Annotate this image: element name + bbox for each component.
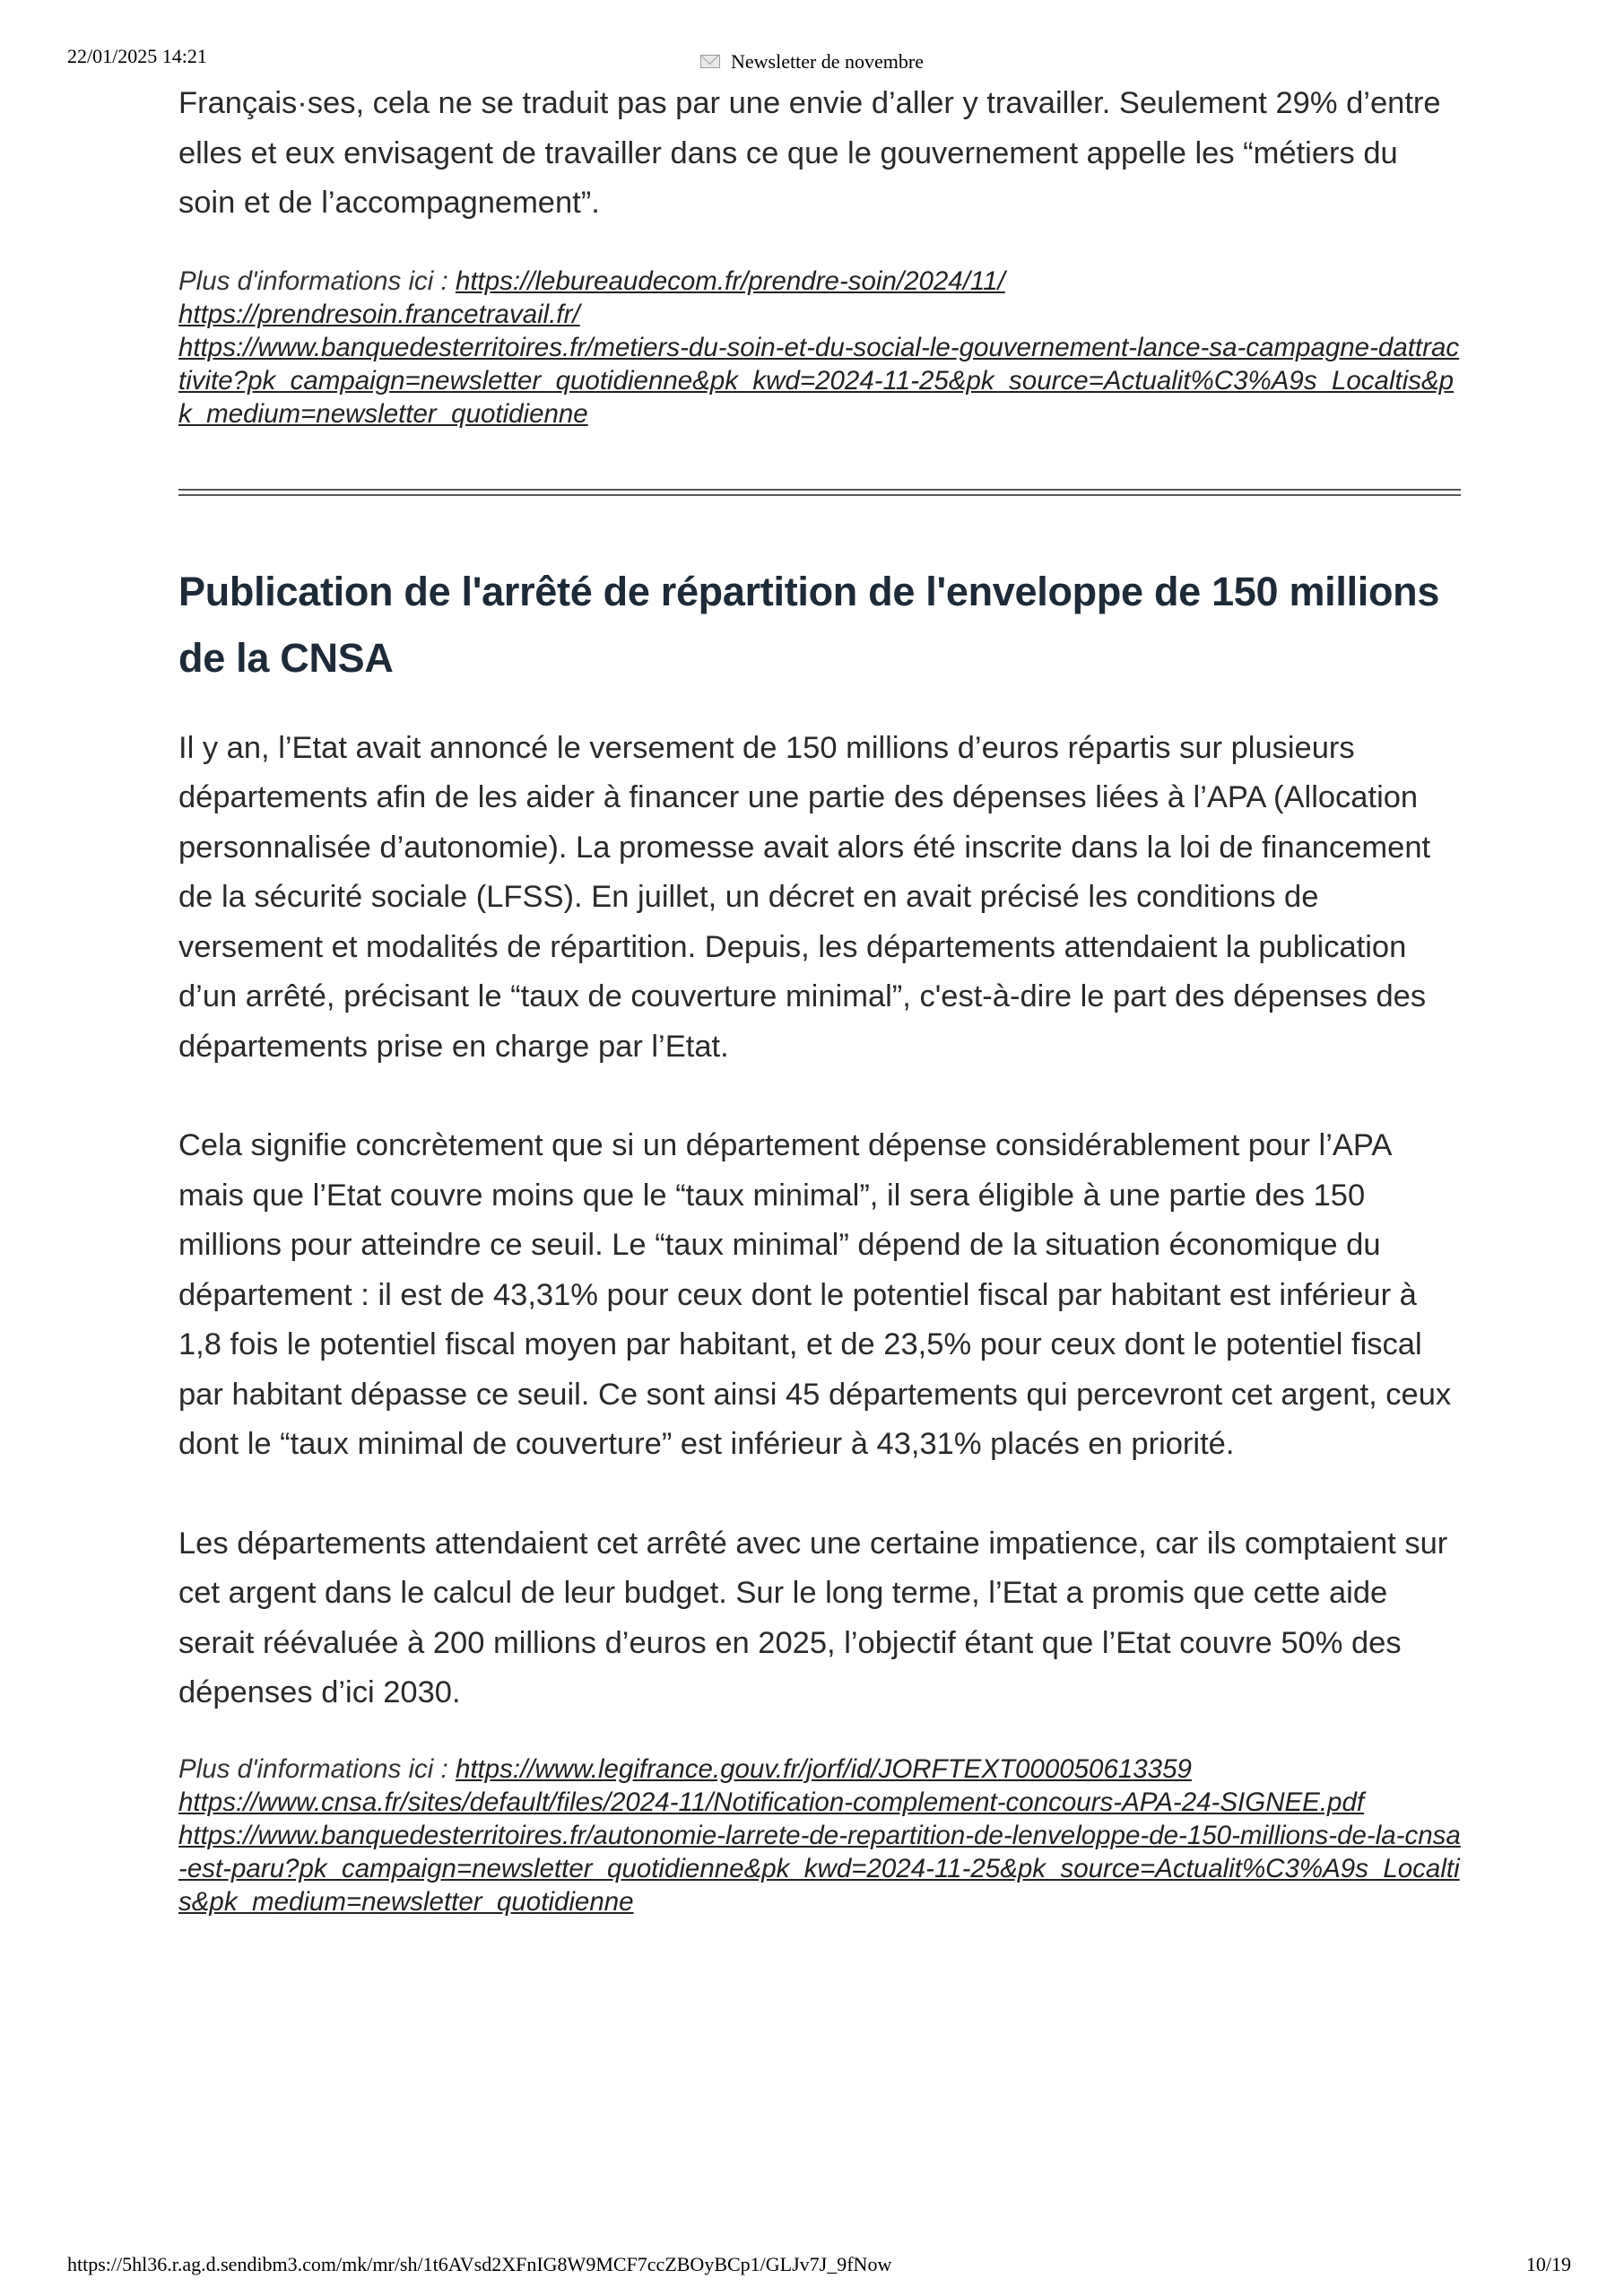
print-title: [0, 50, 1624, 74]
print-date: 22/01/2025 14:21: [67, 45, 207, 67]
previous-article-more-info: [178, 265, 1461, 430]
page-number: 10/19: [1525, 2253, 1571, 2275]
more-info-link[interactable]: https://www.banquedesterritoires.fr/autonomie-larrete-de-repartition-de-lenveloppe-de-150-millions-de-la-cnsa-est-paru?pk_campaign=newsletter_quotidienne&pk_kwd=2024-11-25&pk_source=Actualit%C3%A9s_Localtis&pk_medium=newsletter_quotidienne: [178, 1820, 1461, 1917]
more-info-label: Plus d'informations ici :: [178, 1753, 456, 1784]
more-info-link[interactable]: https://www.banquedesterritoires.fr/metiers-du-soin-et-du-social-le-gouvernement-lance-sa-campagne-dattractivite?pk_campaign=newsletter_quotidienne&pk_kwd=2024-11-25&pk_source=Actualit%C3%A9s_Localtis&pk_medium=newsletter_quotidienne: [178, 332, 1460, 429]
more-info-link[interactable]: https://lebureaudecom.fr/prendre-soin/2024/11/: [455, 265, 1005, 296]
article-title: Publication de l'arrêté de répartition de l'enveloppe de 150 millions de la CNSA: [178, 568, 1440, 681]
newsletter-content: [178, 79, 1461, 1918]
print-title-text: Newsletter de novembre: [730, 50, 925, 73]
envelope-icon: [700, 55, 720, 68]
more-info-link[interactable]: https://www.legifrance.gouv.fr/jorf/id/JORFTEXT000050613359: [455, 1753, 1192, 1784]
article-paragraph: Les départements attendaient cet arrêté avec une certaine impatience, car ils comptaient sur cet argent dans le calcul de leur budget. Sur le long terme, l’Etat a promis que cette aide serait réévaluée à 200 millions d’euros en 2025, l’objectif étant que l’Etat couvre 50% des dépenses d’ici 2030.: [178, 1526, 1448, 1709]
more-info-link[interactable]: https://www.cnsa.fr/sites/default/files/2024-11/Notification-complement-concours-APA-24-SIGNEE.pdf: [178, 1787, 1365, 1817]
more-info-link[interactable]: https://prendresoin.francetravail.fr/: [178, 299, 580, 329]
more-info-label: Plus d'informations ici :: [178, 265, 456, 296]
article-paragraph: Il y an, l’Etat avait annoncé le versement de 150 millions d’euros répartis sur plusieurs départements afin de les aider à financer une partie des dépenses liées à l’APA (Allocation personnalisée d’autonomie). La promesse avait alors été inscrite dans la loi de financement de la sécurité sociale (LFSS). En juillet, un décret en avait précisé les conditions de versement et modalités de répartition. Depuis, les départements attendaient la publication d’un arrêté, précisant le “taux de couverture minimal”, c'est-à-dire le part des dépenses des départements prise en charge par l’Etat.: [178, 730, 1431, 1064]
print-footer-url: https://5hl36.r.ag.d.sendibm3.com/mk/mr/sh/1t6AVsd2XFnIG8W9MCF7ccZBOyBCp1/GLJv7J_9fNow: [67, 2253, 892, 2275]
article-body: [178, 724, 1461, 1718]
article-paragraph: Cela signifie concrètement que si un département dépense considérablement pour l’APA mais que l’Etat couvre moins que le “taux minimal”, il sera éligible à une partie des 150 millions pour atteindre ce seuil. Le “taux minimal” dépend de la situation économique du département : il est de 43,31% pour ceux dont le potentiel fiscal par habitant est inférieur à 1,8 fois le potentiel fiscal moyen par habitant, et de 23,5% pour ceux dont le potentiel fiscal par habitant dépasse ce seuil. Ce sont ainsi 45 départements qui percevront cet argent, ceux dont le “taux minimal de couverture” est inférieur à 43,31% placés en priorité.: [178, 1128, 1452, 1461]
section-divider: [178, 489, 1461, 496]
previous-article-paragraph: Français·ses, cela ne se traduit pas par une envie d’aller y travailler. Seulement 29% d’entre elles et eux envisagent de travailler dans ce que le gouvernement appelle les “métiers du soin et de l’accompagnement”.: [178, 86, 1441, 220]
article-more-info: [178, 1752, 1461, 1918]
